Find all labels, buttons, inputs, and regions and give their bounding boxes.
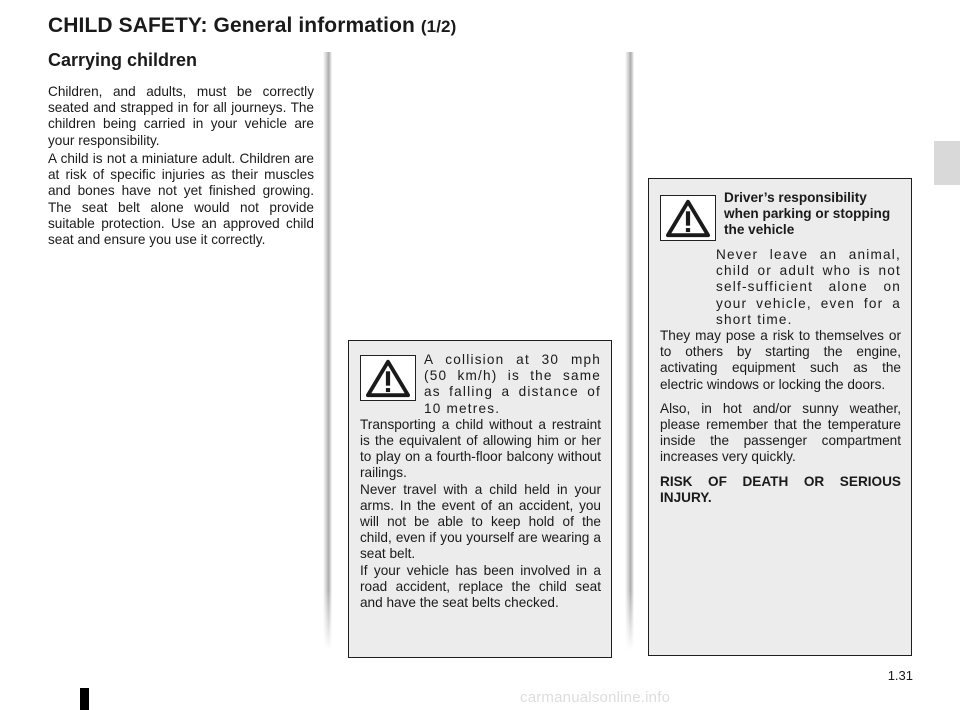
driver-risk-statement: RISK OF DEATH OR SERIOUS INJURY. [660, 473, 901, 505]
driver-risks: They may pose a risk to themselves or to others by starting the engine, activating equipment such as the electric windows or locking the doors. [660, 328, 901, 392]
driver-responsibility-heading: Driver’s responsibility when parking or stopping the vehicle [724, 190, 891, 238]
section-tab [934, 141, 960, 185]
driver-hot-weather: Also, in hot and/or sunny weather, please remember that the temperature inside the passenger compartment increases very quickly. [660, 400, 901, 465]
warning-box-driver-responsibility [648, 178, 912, 656]
collision-intro: A collision at 30 mph (50 km/h) is the same as falling a distance of 10 metres. [424, 352, 601, 416]
page-number: 1.31 [887, 668, 913, 683]
collision-arms: Never travel with a child held in your arms. In the event of an accident, you will not be able to keep hold of the child, even if you yourself are wearing a seat belt. [360, 481, 601, 562]
column-divider-right [625, 52, 634, 650]
print-edge-mark [80, 688, 89, 710]
column-divider-left [323, 52, 332, 650]
body-paragraph: Children, and adults, must be correctly seated and strapped in for all journeys. The children being carried in your vehicle are your responsibility. [48, 84, 314, 148]
warning-triangle-icon [360, 355, 416, 401]
page-title-suffix: (1/2) [420, 17, 457, 36]
page-title-text: CHILD SAFETY: General information [48, 14, 415, 37]
collision-railings: Transporting a child without a restraint is the equivalent of allowing him or her to play on a fourth-floor balcony without railings. [360, 416, 601, 481]
watermark: carmanualsonline.info [520, 689, 671, 706]
body-paragraph: A child is not a miniature adult. Children are at risk of specific injuries as their muscles and bones have not yet finished growing. The seat belt alone would not provide suitable protection. Use an approved child seat and ensure you use it correctly. [48, 151, 314, 248]
section-heading: Carrying children [48, 50, 198, 70]
driver-never-leave: Never leave an animal, child or adult who is not self-sufficient alone on your vehicle, even for a short time. [716, 247, 901, 327]
warning-box-collision [348, 340, 612, 658]
collision-accident: If your vehicle has been involved in a road accident, replace the child seat and have the seat belts checked. [360, 562, 601, 611]
warning-triangle-icon [660, 195, 716, 241]
page-title [48, 14, 456, 38]
